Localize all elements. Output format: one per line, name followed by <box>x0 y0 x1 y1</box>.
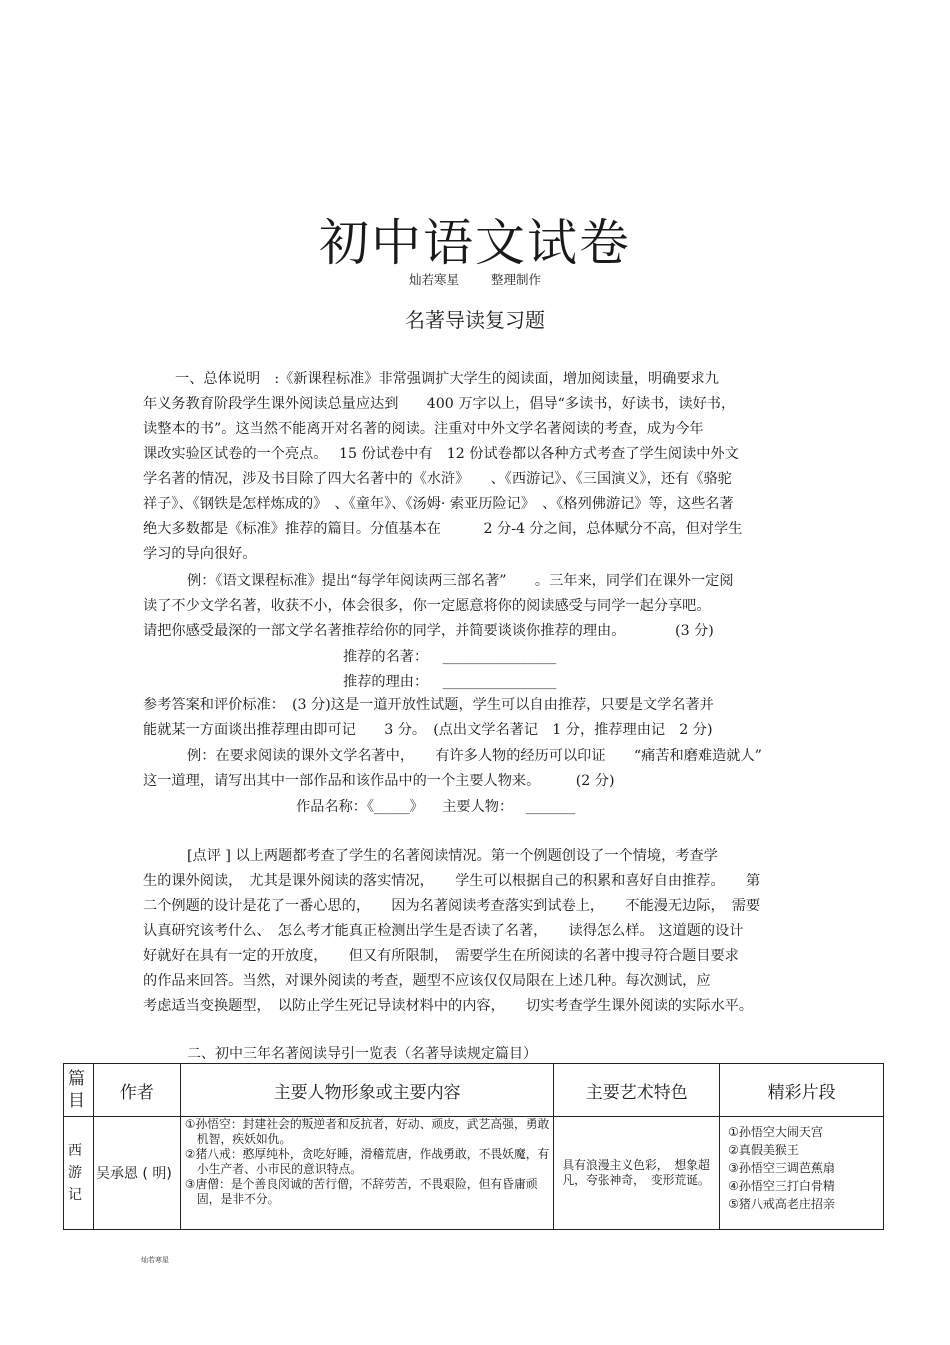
excerpt-item: ⑤猪八戒高老庄招亲 <box>728 1197 835 1211</box>
recommend-book-blank: ________________ <box>442 649 557 665</box>
table-row <box>64 1117 884 1230</box>
table-header-row <box>64 1064 884 1117</box>
main-character-blank: _______ <box>525 799 576 815</box>
comment-line: 二个例题的设计是花了一番心思的， 因为名著阅读考查落实到试卷上， 不能漫无边际， 需要 <box>143 898 761 914</box>
comment-line: 认真研究该考什么、 怎么考才能真正检测出学生是否读了名著， 读得怎么样。 这道题的设计 <box>143 923 744 939</box>
recommend-reason-label: 推荐的理由： <box>343 674 429 690</box>
example1-line: 读了不少文学名著，收获不小，体会很多，你一定愿意将你的阅读感受与同学一起分享吧。 <box>143 598 711 614</box>
recommend-book-row <box>343 647 556 667</box>
character-item: ③唐僧：是个善良闵诚的苦行僧，不辞劳苦，不畏艰险，但有昏庸顽固，是非不分。 <box>184 1177 538 1206</box>
book-excerpt-cell <box>720 1117 884 1230</box>
example1-line: 例：《语文课程标准》提出“每学年阅读两三部名著” 。三年来，同学们在课外一定阅 <box>187 573 734 589</box>
reading-guide-table <box>63 1063 884 1230</box>
example1-line: 请把你感受最深的一部文学名著推荐给你的同学，并简要谈谈你推荐的理由。 (3 分) <box>143 623 714 639</box>
header-title: 篇目 <box>64 1064 94 1117</box>
section-heading: 名著导读复习题 <box>405 308 545 332</box>
section1-line: 祥子》、《钢铁是怎样炼成的》 、《童年》、《汤姆· 索亚历险记》 、《格列佛游记》等，这些名著 <box>143 496 734 512</box>
work-name-blank: _____ <box>374 799 410 815</box>
excerpt-item: ①孙悟空大闹天宫 <box>728 1125 823 1139</box>
document-title: 初中语文试卷 <box>319 214 631 272</box>
section1-line: 年义务教育阶段学生课外阅读总量应达到 400 万字以上，倡导“多读书，好读书，读好书， <box>143 396 736 412</box>
recommend-reason-blank: ________________ <box>442 674 557 690</box>
producer-label: 整理制作 <box>490 272 541 287</box>
book-title-cell: 西游记 <box>64 1117 94 1230</box>
header-excerpt: 精彩片段 <box>720 1064 884 1117</box>
comment-line: 的作品来回答。当然，对课外阅读的考查，题型不应该仅仅局限在上述几种。每次测试，应 <box>143 973 711 989</box>
section1-line: 一、总体说明 :《新课程标准》非常强调扩大学生的阅读面，增加阅读量，明确要求九 <box>175 371 719 387</box>
work-answer-row <box>296 797 575 817</box>
header-author: 作者 <box>93 1064 180 1117</box>
author-name: 灿若寒星 <box>408 272 459 287</box>
character-item: ②猪八戒：憨厚纯朴，贪吃好睡，滑稽荒唐，作战勇敢，不畏妖魔，有小生产者、小市民的意识特点。 <box>184 1147 550 1176</box>
excerpt-item: ④孙悟空三打白骨精 <box>728 1179 835 1193</box>
book-author-cell: 吴承恩 ( 明) <box>93 1117 180 1230</box>
example2-line: 这一道理，请写出其中一部作品和该作品中的一个主要人物来。 (2 分) <box>143 773 615 789</box>
header-feature: 主要艺术特色 <box>554 1064 720 1117</box>
page-footer: 灿若寒星 <box>141 1256 169 1264</box>
excerpt-item: ②真假美猴王 <box>728 1143 799 1157</box>
work-name-label: 作品名称：《 <box>296 799 375 815</box>
comment-line: 考虑适当变换题型， 以防止学生死记导读材料中的内容， 切实考查学生课外阅读的实际水平。 <box>143 998 754 1014</box>
header-content: 主要人物形象或主要内容 <box>180 1064 553 1117</box>
work-name-end: 》 <box>409 799 424 815</box>
excerpt-item: ③孙悟空三调芭蕉扇 <box>728 1161 835 1175</box>
character-item: ①孙悟空：封建社会的叛逆者和反抗者，好动、顽皮，武艺高强，勇敢机智，疾妖如仇。 <box>184 1117 550 1146</box>
recommend-book-label: 推荐的名著： <box>343 649 429 665</box>
answer-line: 能就某一方面谈出推荐理由即可记 3 分。 (点出文学名著记 1 分，推荐理由记 2 分) <box>143 722 713 738</box>
main-character-label: 主要人物： <box>442 799 514 815</box>
answer-line: 参考答案和评价标准： (3 分)这是一道开放性试题，学生可以自由推荐，只要是文学名著并 <box>143 697 714 713</box>
example2-line: 例：在要求阅读的课外文学名著中， 有许多人物的经历可以印证 “痛苦和磨难造就人” <box>187 748 762 764</box>
section1-line: 读整本的书”。这当然不能离开对名著的阅读。注重对中外文学名著阅读的考查，成为今年 <box>143 421 704 437</box>
table-title: 二、初中三年名著阅读导引一览表（名著导读规定篇目） <box>187 1046 537 1062</box>
section1-line: 学习的导向很好。 <box>143 546 257 562</box>
comment-line: 好就好在具有一定的开放度， 但又有所限制， 需要学生在所阅读的名著中搜寻符合题目要求 <box>143 948 739 964</box>
book-feature-cell: 具有浪漫主义色彩， 想象超凡，夸张神奇， 变形荒诞。 <box>554 1117 720 1230</box>
comment-line: [点评 ] 以上两题都考查了学生的名著阅读情况。第一个例题创设了一个情境，考查学 <box>187 848 718 864</box>
document-subtitle <box>0 270 950 288</box>
section1-line: 课改实验区试卷的一个亮点。 15 份试卷中有 12 份试卷都以各种方式考查了学生阅读中外文 <box>143 446 739 462</box>
recommend-reason-row <box>343 672 556 692</box>
section1-line: 绝大多数都是《标准》推荐的篇目。分值基本在 2 分-4 分之间，总体赋分不高，但对学生 <box>143 521 743 537</box>
book-content-cell <box>180 1117 553 1230</box>
comment-line: 生的课外阅读， 尤其是课外阅读的落实情况， 学生可以根据自己的积累和喜好自由推荐。 第 <box>143 873 761 889</box>
section1-line: 学名著的情况，涉及书目除了四大名著中的《水浒》 、《西游记》、《三国演义》，还有《骆驼 <box>143 471 732 487</box>
